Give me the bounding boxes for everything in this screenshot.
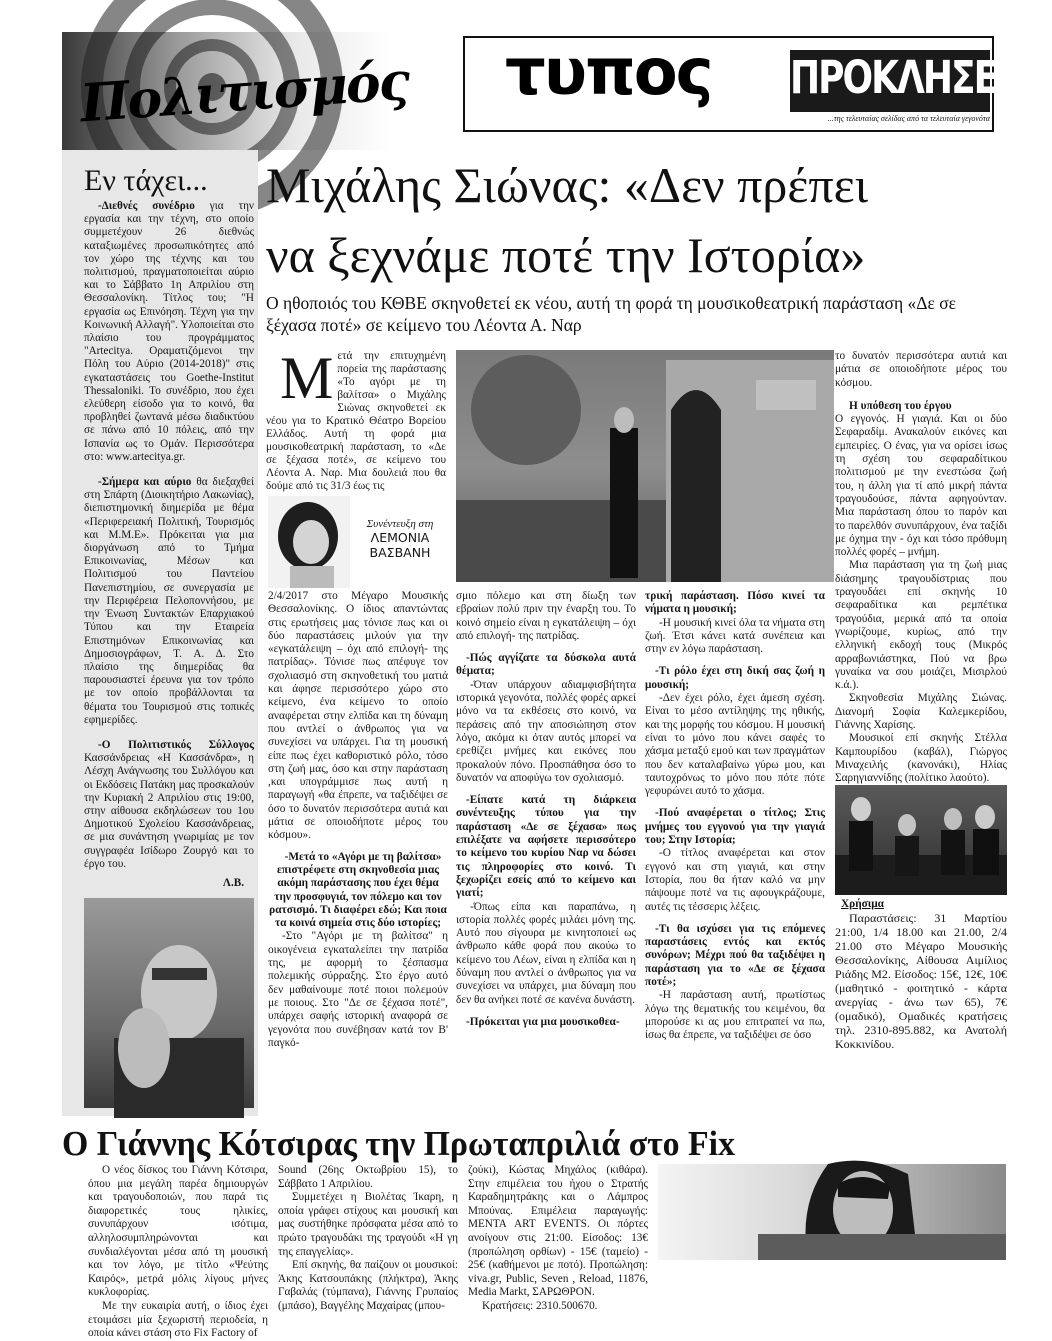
masthead-section-box bbox=[790, 50, 1031, 112]
musicians-photo-icon bbox=[835, 785, 1007, 895]
sidebar-item bbox=[84, 739, 254, 871]
col3-question-1: -Τι ρόλο έχει στη δική σας ζωή η μουσική; bbox=[645, 665, 825, 691]
second-col-1 bbox=[88, 1164, 268, 1341]
sidebar-item bbox=[84, 200, 254, 464]
byline-label: Συνέντευξη στη bbox=[366, 518, 434, 530]
col2-question-3: -Πρόκειται για μια μουσικοθεα- bbox=[466, 1015, 620, 1028]
sidebar-signature: Λ.Β. bbox=[222, 876, 244, 889]
second-col2-para-1: Sound (26ης Οκτωβρίου 15), το Σάββατο 1 Απριλίου. bbox=[278, 1164, 458, 1190]
second-col1-para-1: Ο νέος δίσκος του Γιάννη Κότσιρα, όπου μια μεγάλη παρέα δημιουργών και τραγουδοποιών, που παρά τις διαφορετικές τους ηλικίες, συνυπάρχουν ισότιμα, αλληλοσυμπληρώνονται και συνδιαλέγονται μέσα από τη μουσική και τον λόγο, με τίτλο «Ψεύτης Καιρός», μετρά μόλις λίγους μήνες κυκλοφορίας. bbox=[88, 1164, 268, 1299]
article-col-2 bbox=[456, 590, 636, 1029]
col1-para: 2/4/2017 στο Μέγαρο Μουσικής Θεσσαλονίκης. Ο ίδιος απαντώντας στις ερωτήσεις μας τόνισε πως και οι δύο παραστάσεις μιλούν για την «εγκατάλειψη – όχι από επιλογή- της πατρίδας». Τόνισε πως απέφυγε τον σχολιασμό στη σκηνοθετική του ματιά και άφησε περισσότερο χώρο στο κείμενο, ένα κείμενο το οποίο αναφέρεται στην ελπίδα και τη δύναμη που αντλεί ο άνθρωπος για να συνεχίσει να υπάρχει. Για τη μουσική είπε πως έχει καθοριστικό ρόλο, τόσο στη ζωή μας, όσο και στην παράσταση ,και υπογράμμισε πως αυτή η παραγωγή «θα έπρεπε, να ταξιδέψει σε όσο το δυνατόν περισσότερα αυτιά και μάτια σε οποιοδήποτε μέρος του κόσμου». bbox=[268, 590, 448, 842]
col3-answer-3: -Η παράσταση αυτή, πρωτίστως λόγω της θεματικής του κειμένου, θα μπορούσε κι ας μου επιτραπεί να πω, ίσως θα έπρεπε, να ταξιδέψει σε όσο bbox=[645, 989, 825, 1042]
col2-question-2: -Είπατε κατά τη διάρκεια συνέντευξης τύπου για την παράσταση «Δε σε ξέχασα» πως επιλέξατε να αφήσετε περισσότερο το κείμενο του κυρίου Ναρ να δώσει τις πληροφορίες στο κοινό. Τι ξεχωρίζει εσείς από το κείμενο και γιατί; bbox=[456, 794, 636, 900]
col4-para-3: Μια παράσταση για τη ζωή μιας διάσημης τραγουδίστριας που τραγουδάει επί σκηνής 10 σεφαραδίτικα και ρεμπέτικα τραγούδια, μερικά από τα οποία γνωρίζουμε, κυρίως, από την ελληνική εκδοχή τους (Μικρός αρραβωνιάστηκα, Πού να βρω γυναίκα να σου μοιάζει, Μισιρλού κ.ά.). bbox=[835, 559, 1007, 692]
masthead-logo: τυπος bbox=[505, 36, 712, 110]
col4-para-1: το δυνατόν περισσότερα αυτιά και μάτια σε οποιοδήποτε μέρος του κόσμου. bbox=[835, 350, 1007, 389]
col3-question-3: -Τι θα ισχύσει για τις επόμενες παραστάσεις εντός και εκτός συνόρων; Μέχρι πού θα ταξιδέψει η παράσταση για το «Δε σε ξέχασα ποτέ»; bbox=[645, 922, 825, 989]
col3-answer-0: -Η μουσική κινεί όλα τα νήματα στη ζωή. Έτσι κάνει κατά συνέπεια και στην εν λόγω παράσταση. bbox=[645, 616, 826, 656]
article-col-4 bbox=[835, 350, 1007, 786]
section-title: Πολιτισμός bbox=[78, 50, 411, 135]
col3-question-2: -Πού αναφέρεται ο τίτλος; Στις μνήμες του εγγονού για την γιαγιά του; Στην Ιστορία; bbox=[645, 807, 825, 847]
masthead bbox=[463, 36, 1031, 132]
article-headline bbox=[266, 150, 1006, 290]
headline-line-1: Μιχάλης Σιώνας: «Δεν πρέπει bbox=[266, 157, 869, 213]
byline-name-2: ΒΑΣΒΑΝΗ bbox=[369, 545, 431, 560]
masthead-tagline: ...της τελευταίας σελίδας από τα τελευταία γεγονότα bbox=[827, 114, 990, 123]
sidebar-photo bbox=[84, 898, 254, 1108]
useful-info-title: Χρήσιμα bbox=[841, 898, 884, 910]
intro-text: ετά την επιτυχημένη πορεία της παράστασης «Το αγόρι με τη βαλίτσα» ο Μιχάλης Σιώνας σκηνοθετεί εκ νέου για το Κρατικό Θέατρο Βορείου Ελλάδος. Αυτή τη φορά μια μουσικοθεατρική παράσταση, το «Δε σε ξέχασα ποτέ», σε κείμενο του Λέοντα Α. Ναρ. Μια δουλειά που θα δούμε από τις 31/3 έως τις bbox=[266, 350, 446, 492]
byline-name-1: ΛΕΜΟΝΙΑ bbox=[370, 530, 430, 545]
article-subheadline: Ο ηθοποιός του ΚΘΒΕ σκηνοθετεί εκ νέου, αυτή τη φορά τη μουσικοθεατρική παράσταση «Δε σε ξέχασα ποτέ» σε κείμενο του Λέοντα Α. Ναρ bbox=[266, 293, 956, 335]
col3-answer-2: -Ο τίτλος αναφέρεται και στον εγγονό και στη γιαγιά, και στην Ιστορία, που θα ήταν καλό να μην πάψουμε ποτέ να τις αφουγκράζουμε, αυτές τις τέσσερις λέξεις. bbox=[645, 847, 825, 913]
col2-answer-1: -Όταν υπάρχουν αδιαμφισβήτητα ιστορικά γεγονότα, πολλές φορές αρκεί μόνο να τα εκθέσεις στο κοινό, να περάσεις από την αποσιώπηση στον λόγο, ακόμα κι όταν αυτός μπορεί να ερεθίζει μνήμες και εικόνες που προκαλούν πόνο. Προσπάθησα όσο το δυνατόν να αποφύγω τον σχολιασμό. bbox=[456, 678, 636, 784]
col3-answer-1: -Δεν έχει ρόλο, έχει άμεση σχέση. Είναι το μέσο αντίληψης της ηθικής, και της μορφής του κόσμου. Η μουσική είναι το μόνο που κάνει σαφές το χάσμα μεταξύ εμού και των πραγμάτων που δεν καταλαβαίνω γύρω μου, και ταυτοχρόνως το μόνο που πότε πότε γεφυρώνει αυτό το χάσμα. bbox=[645, 692, 825, 798]
main-photo bbox=[456, 350, 834, 582]
second-col3-para-1: ζούκι), Κώστας Μηχάλος (κιθάρα). Στην επιμέλεια του ήχου ο Στρατής Καραδημητράκης και ο Λάμπρος Μπούνας. Επιμέλεια παραγωγής: MENTA ART EVENTS. Οι πόρτες ανοίγουν στις 21:00. Είσοδος: 13€(προπώληση ορθίων) - 15€ (ταμείο) - 25€ (καθήμενοι με ποτό). Προπώληση: viva.gr, Public, Seven , Reload, 11876, Media Markt, ΣΑΡΩΘΡΟΝ. bbox=[468, 1164, 648, 1299]
kotsiras-photo bbox=[658, 1164, 1006, 1260]
dropcap: Μ bbox=[280, 345, 334, 411]
sidebar bbox=[62, 150, 258, 1116]
col1-question: -Μετά το «Αγόρι με τη βαλίτσα» επιστρέφετε στη σκηνοθεσία μιας ακόμη παράστασης που έχει θέμα την προσφυγιά, τον πόλεμο και τον ρατσισμό. Τι διαφέρει εδώ; Και ποια τα κοινά σημεία στις δύο ιστορίες; bbox=[269, 850, 447, 930]
reporter-portrait-icon bbox=[268, 496, 350, 588]
sidebar-item-lead: -Σήμερα και αύριο bbox=[98, 476, 192, 489]
col4-subhead-1: Η υπόθεση του έργου bbox=[849, 399, 952, 412]
sidebar-item-text: θα διεξαχθεί στη Σπάρτη (Διοικητήριο Λακωνίας), διεπιστημονική διημερίδα με θέμα «Περιφερειακή Πολιτική, Τουρισμός και Μ.Μ.Ε». Πρόκειται για μια διοργάνωση από το Τμήμα Επικοινωνίας, Μέσων και Πολιτισμού του Παντείου Πανεπιστημίου, σε συνεργασία με την Περιφέρεια Πελοποννήσου, με την Ένωση Συντακτών Επαρχιακού Τύπου και την Εταιρεία Επιστημόνων Επικοινωνίας και Δημοσιογράφων, Τ. Α. Δ. Στο πλαίσιο της διημερίδας θα παρουσιαστεί έρευνα για τον τρόπο με τον οποίο προβάλλονται τα θέματα του Τουρισμού στις τοπικές εφημερίδες. bbox=[84, 476, 254, 726]
col2-answer-2: -Όπως είπα και παραπάνω, η ιστορία πολλές φορές μιλάει μόνη της. Αυτό που σίγουρα με κινητοποιεί ως άνθρωπο κάθε φορά που ακούω το κείμενο του Λέων, είναι η ελπίδα και η δύναμη που αντλεί ο άνθρωπος για να συνεχίσει να υπάρχει, μια δύναμη που δεν θα ανήκει ποτέ σε κανένα δυνάστη. bbox=[456, 900, 636, 1006]
section-banner bbox=[62, 32, 411, 150]
second-col1-para-2: Με την ευκαιρία αυτή, ο ίδιος έχει ετοιμάσει μία ξεχωριστή περιοδεία, η οποία κάνει στάση στο Fix Factory of bbox=[88, 1299, 268, 1340]
second-col-3 bbox=[468, 1164, 648, 1314]
second-col2-para-3: Επί σκηνής, θα παίζουν οι μουσικοί: Άκης Κατσουπάκης (πλήκτρα), Άκης Γαβαλάς (τύμπανα), Γιάννης Γρυπαίος (μπάσο), Βαγγέλης Μαχαίρας (μπου- bbox=[278, 1259, 458, 1312]
sidebar-item-lead: -Διεθνές συνέδριο bbox=[98, 200, 195, 212]
sidebar-item bbox=[84, 476, 254, 727]
col1-answer: -Στο "Αγόρι με τη βαλίτσα" η οικογένεια εγκαταλείπει την πατρίδα της, με αφορμή το ξέσπασμα πολεμικής σύρραξης. Στο έργο αυτό δεν μαθαίνουμε ποτέ ποιοι πολεμούν με ποιους. Στο "Δε σε ξέχασα ποτέ", υπάρχει σαφής ιστορική αναφορά σε γεγονότα που συνέβησαν κατά τον Β' παγκό- bbox=[268, 930, 448, 1049]
sidebar-item-text: για την εργασία και την τέχνη, στο οποίο συμμετέχουν 26 διεθνώς καταξιωμένες προσωπικότητες από τον χώρο της τέχνης και του πολιτισμού, πραγματοποιείται αύριο και το Σάββατο 1η Απριλίου στη Θεσσαλονίκη. Τίτλος του; "Η εργασία ως Επινόηση. Τέχνη για την Κοινωνική Αλλαγή". Υλοποιείται στο πλαίσιο του προγράμματος "Artecitya. Οραματιζόμενοι την Πόλη του Αύριο (2014-2018)" στις εγκαταστάσεις του Goethe-Institut Thessaloniki. Το συνέδριο, που έχει ελεύθερη είσοδο για το κοινό, θα προβληθεί ζωντανά μέσω διαδικτύου σε πάνω από 10 πόλεις, από την Ισπανία ως το Ομάν. Περισσότερα στο: www.artecitya.gr. bbox=[84, 200, 254, 463]
second-col2-para-2: Συμμετέχει η Βιολέτας Ίκαρη, η οποία γράφει στίχους και μουσική και μας συστήθηκε πρόσφατα μέσα από το πρώτο τραγουδάκι της τραγούδι «Η γη της επαγγελίας». bbox=[278, 1191, 458, 1258]
byline bbox=[352, 518, 448, 560]
headline-line-2: να ξεχνάμε ποτέ την Ιστορία» bbox=[266, 227, 866, 283]
sidebar-item-text: Κασσάνδρειας «Η Κασσάνδρα», η Λέσχη Ανάγνωσης του Συλλόγου και οι Εκδόσεις Πατάκη μας προσκαλούν την Κυριακή 2 Απριλίου στις 19:00, στην αίθουσα εκδηλώσεων του 1ου Δημοτικού Σχολείου Κασσάνδρειας, σε μια συνάντηση γνωριμίας με τον συγγραφέα Ισίδωρο Ζουργό και το έργο του. bbox=[84, 752, 254, 870]
second-article-headline: Ο Γιάννης Κότσιρας την Πρωταπριλιά στο Fix bbox=[62, 1125, 735, 1163]
masthead-section: ΠΡΟΚΛΗΣΕΙΣ bbox=[790, 52, 1031, 105]
stone-doorway-photo-icon bbox=[456, 350, 834, 582]
sidebar-item-lead: -Ο Πολιτιστικός Σύλλογος bbox=[98, 738, 254, 751]
col4-para-5: Μουσικοί επί σκηνής Στέλλα Καμπουρίδου (καβάλ), Γιώργος Μιναχειλής (κανονάκι), Ηλίας Σαρηγιαννίδης (πολίτικο λαούτο). bbox=[835, 732, 1007, 785]
col4-para-4: Σκηνοθεσία Μιχάλης Σιώνας. Διανομή Σοφία Καλεμκερίδου, Γιάννης Χαρίσης. bbox=[835, 692, 1007, 732]
sidebar-title: Εν τάχει... bbox=[84, 164, 208, 197]
intro-block bbox=[266, 345, 446, 493]
second-col-2 bbox=[278, 1164, 458, 1314]
col2-question-1: -Πώς αγγίζατε τα δύσκολα αυτά θέματα; bbox=[456, 652, 636, 678]
person-photo-icon bbox=[84, 898, 254, 1108]
article-col-3 bbox=[645, 590, 825, 1043]
singer-portrait-icon bbox=[658, 1164, 1006, 1260]
useful-info bbox=[835, 898, 1007, 1051]
col2-para: σμιο πόλεμο και στη δίωξη των εβραίων πολύ πριν την έναρξη του. Το κοινό σημείο είναι η εγκατάλειψη – όχι από επιλογή- της πατρίδας. bbox=[456, 590, 636, 642]
col3-para: τρική παράσταση. Πόσο κινεί τα νήματα η μουσική; bbox=[645, 590, 825, 616]
reporter-photo bbox=[268, 496, 350, 588]
col4-para-2: Ο εγγονός. Η γιαγιά. Και οι δύο Σεφαραδίμ. Ανακαλούν εικόνες και εμπειρίες. Ο ένας, για να ορίσει ίσως τη σχέση του σεφαραδίτικου πολιτισμού με την ενεστώσα ζωή του, η άλλη για τί από μικρή πάντα τραγουδούσε, πάντα αφηγούνταν. Μια παράσταση όπου το παρόν και το παρελθόν συνυπάρχουν, ένα ταξίδι με όχημα την - όχι και τόσο πρόθυμη πολλές φορές – μνήμη. bbox=[835, 413, 1007, 559]
useful-info-text: Παραστάσεις: 31 Μαρτίου 21:00, 1/4 18.00 και 21.00, 2/4 21.00 στο Μέγαρο Μουσικής Θεσσαλονίκης, Αίθουσα Αιμίλιος Ριάδης Μ2. Είσοδος: 15€, 12€, 10€ (μαθητικό - φοιτητικό - κάρτα ανεργίας - άνω των 65), 7€ (ομαδικό), Ομαδικές κρατήσεις τηλ. 2310-895.882, κα Ανατολή Κοκκινίδου. bbox=[835, 911, 1007, 1052]
sidebar-body bbox=[84, 200, 254, 890]
second-col3-para-2: Κρατήσεις: 2310.500670. bbox=[482, 1299, 598, 1312]
cast-photo bbox=[835, 785, 1007, 895]
article-col-1 bbox=[268, 590, 448, 1050]
